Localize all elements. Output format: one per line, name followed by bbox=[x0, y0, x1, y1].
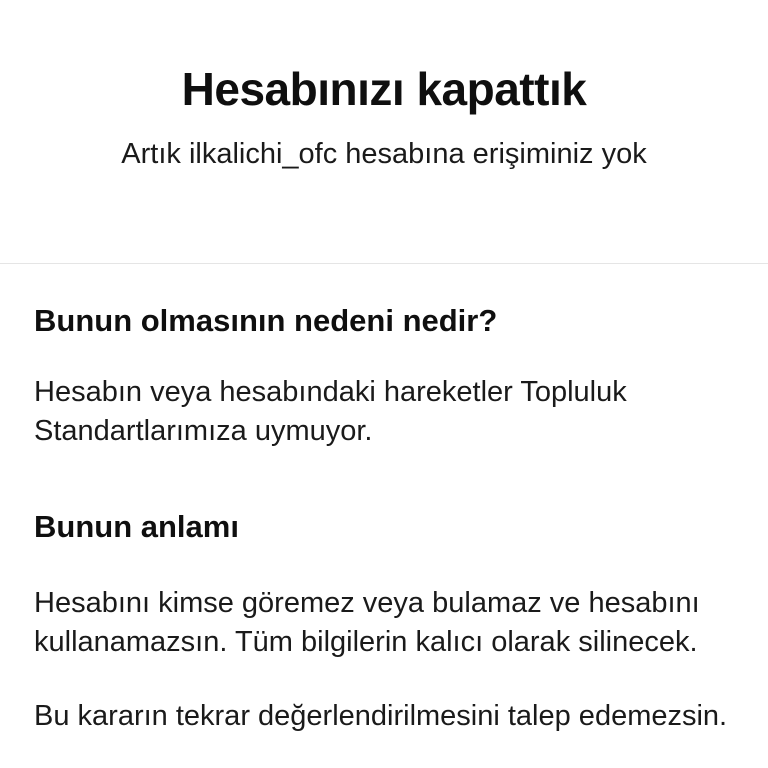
appeal-text: Bu kararın tekrar değerlendirilmesini talep edemezsin. bbox=[34, 700, 728, 732]
page-title: Hesabınızı kapattık bbox=[181, 63, 587, 115]
header bbox=[0, 0, 768, 264]
reason-text: Hesabın veya hesabındaki hareketler Topluluk Standartlarımıza uymuyor. bbox=[34, 376, 627, 447]
page-subtitle: Artık ilkalichi_ofc hesabına erişiminiz yok bbox=[121, 138, 647, 170]
section-heading-reason: Bunun olmasının nedeni nedir? bbox=[34, 303, 498, 338]
meaning-text: Hesabını kimse göremez veya bulamaz ve hesabını kullanamazsın. Tüm bilgilerin kalıcı olarak silinecek. bbox=[34, 587, 700, 658]
content bbox=[0, 302, 768, 736]
section-heading-meaning: Bunun anlamı bbox=[34, 509, 239, 544]
